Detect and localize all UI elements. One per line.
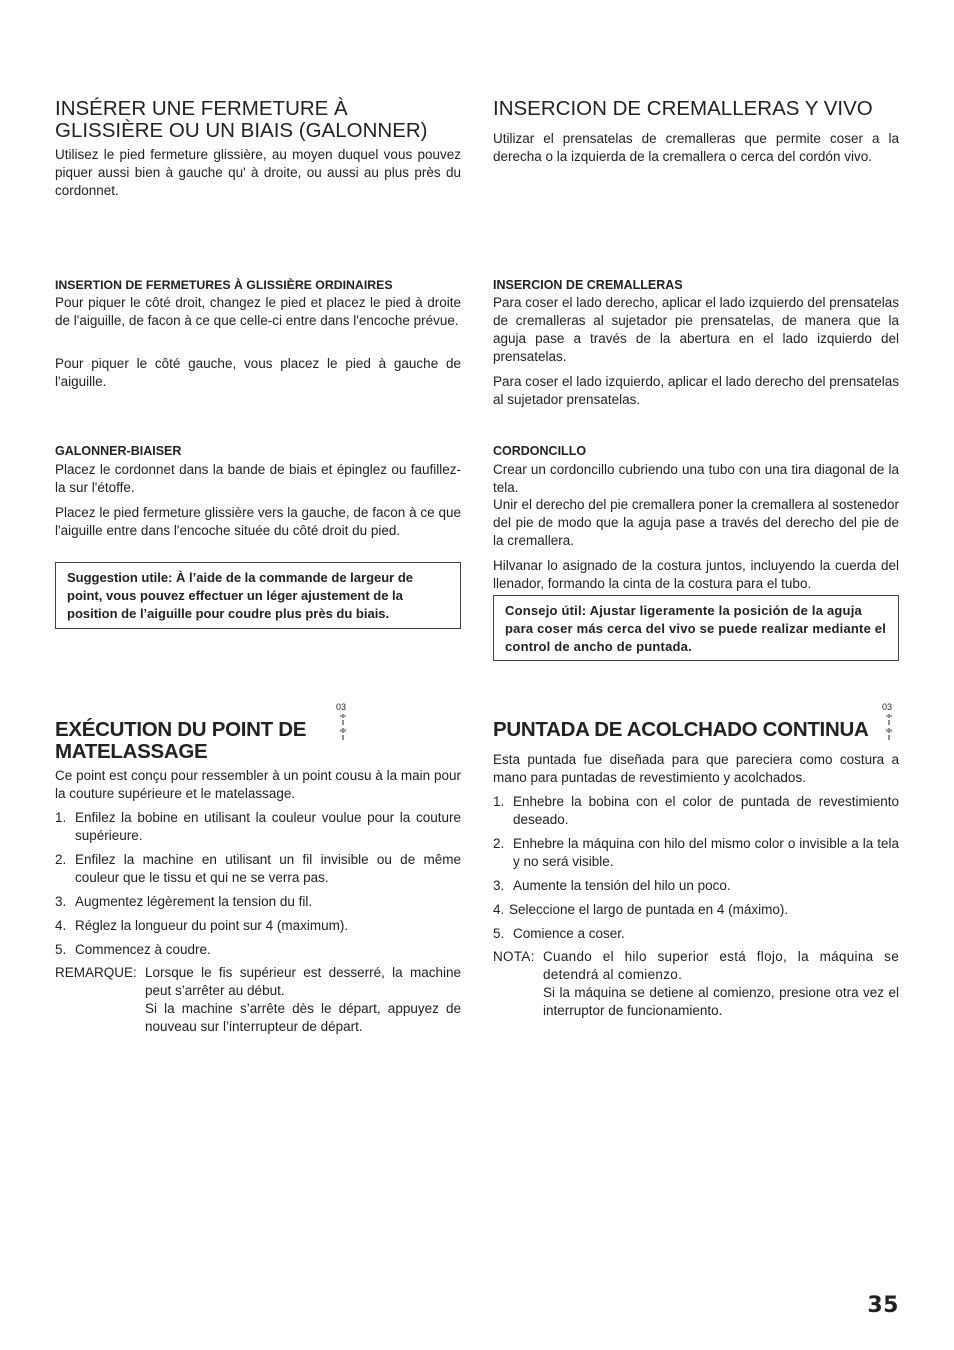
paragraph: Placez le pied fermeture glissière vers la gauche, de facon à ce que l'aiguille entre dans l'encoche située du côté droit du pied.: [55, 505, 461, 538]
note-text: Cuando el hilo superior está flojo, la máquina se detendrá al comienzo.: [543, 949, 899, 982]
note-block: [55, 964, 461, 1036]
list-item: 5. Commencez à coudre.: [55, 942, 211, 957]
list-item: 2. Enfilez la machine en utilisant un fil invisible ou de même couleur que le tissu et qui ne se verra pas.: [55, 852, 461, 885]
steps-list: [55, 809, 461, 965]
paragraph: Placez le cordonnet dans la bande de biais et épinglez ou faufillez-la sur l'étoffe.: [55, 462, 461, 495]
note-block: [493, 948, 899, 1020]
paragraph: Para coser el lado derecho, aplicar el lado izquierdo del prensatelas de cremalleras al sujetador pie prensatelas, de manera que la aguja pase a través de la abertura en el lado izquierdo del prensatelas.: [493, 295, 899, 364]
note-text: Si la máquina se detiene al comienzo, presione otra vez el interruptor de funcionamiento.: [543, 985, 899, 1018]
list-item: 1. Enhebre la bobina con el color de puntada de revestimiento deseado.: [493, 794, 899, 827]
stitch-pattern-icon: 03: [882, 702, 893, 712]
steps-list: [493, 793, 899, 949]
intro-text: Esta puntada fue diseñada para que pareciera como costura a mano para puntadas de revestimiento y acolchados.: [493, 752, 899, 785]
intro-text: Ce point est conçu pour ressembler à un point cousu à la main pour la couture supérieure et le matelassage.: [55, 768, 461, 801]
paragraph: Unir el derecho del pie cremallera poner la cremallera al sostenedor del pie de modo que la aguja pase a través del derecho del pie de la cremallera.: [493, 497, 899, 548]
section-title-zipper-fr: INSÉRER UNE FERMETURE À GLISSIÈRE OU UN BIAIS (GALONNER): [55, 97, 428, 142]
subheading-ordinary-zipper: INSERTION DE FERMETURES À GLISSIÈRE ORDINAIRES: [55, 278, 393, 292]
section-title-quilting-es: PUNTADA DE ACOLCHADO CONTINUA: [493, 718, 869, 741]
tip-box: Suggestion utile: À l’aide de la commande de largeur de point, vous pouvez effectuer un léger ajustement de la position de l’aiguille pour coudre plus près du biais.: [55, 562, 461, 629]
list-item: 3. Augmentez légèrement la tension du fil.: [55, 894, 313, 909]
section-title-zipper-es: INSERCION DE CREMALLERAS Y VIVO: [493, 97, 873, 120]
note-label: NOTA:: [493, 949, 535, 964]
subheading-piping: GALONNER-BIAISER: [55, 444, 182, 458]
paragraph: Hilvanar lo asignado de la costura juntos, incluyendo la cuerda del llenador, formando la cinta de la costura para el tubo.: [493, 558, 899, 591]
list-item: 4. Réglez la longueur du point sur 4 (maximum).: [55, 918, 349, 933]
intro-text: Utilisez le pied fermeture glissière, au moyen duquel vous pouvez piquer aussi bien à gauche qu' à droite, ou aussi au plus près du cordonnet.: [55, 147, 461, 198]
note-text: Si la machine s’arrête dès le départ, appuyez de nouveau sur l’interrupteur de départ.: [145, 1001, 461, 1034]
note-text: Lorsque le fis supérieur est desserré, la machine peut s’arrêter au début.: [145, 965, 461, 998]
list-item: 2. Enhebre la máquina con hilo del mismo color o invisible a la tela y no será visible.: [493, 836, 899, 869]
list-item: 5. Comience a coser.: [493, 926, 625, 941]
paragraph: Pour piquer le côté droit, changez le pied et placez le pied à droite de l'aiguille, de facon à ce que celle-ci entre dans l'encoche prévue.: [55, 295, 461, 328]
tip-box: Consejo útil: Ajustar ligeramente la posición de la aguja para coser más cerca del vivo se puede realizar mediante el control de ancho de puntada.: [493, 595, 899, 661]
list-item: 1. Enfilez la bobine en utilisant la couleur voulue pour la couture supérieure.: [55, 810, 461, 843]
note-label: REMARQUE:: [55, 965, 137, 980]
subheading-zipper-insertion: INSERCION DE CREMALLERAS: [493, 278, 683, 292]
section-title-quilting-fr: EXÉCUTION DU POINT DE MATELASSAGE: [55, 718, 307, 763]
page-number: 35: [867, 1293, 899, 1318]
intro-text: Utilizar el prensatelas de cremalleras que permite coser a la derecha o la izquierda de la cremallera o cerca del cordón vivo.: [493, 131, 899, 164]
list-item: 4. Seleccione el largo de puntada en 4 (máximo).: [493, 902, 789, 917]
subheading-cording: CORDONCILLO: [493, 444, 587, 458]
paragraph: Pour piquer le côté gauche, vous placez le pied à gauche de l'aiguille.: [55, 356, 461, 389]
list-item: 3. Aumente la tensión del hilo un poco.: [493, 878, 731, 893]
paragraph: Para coser el lado izquierdo, aplicar el lado derecho del prensatelas al sujetador prensatelas.: [493, 374, 899, 407]
paragraph: Crear un cordoncillo cubriendo una tubo con una tira diagonal de la tela.: [493, 462, 899, 495]
stitch-pattern-icon: 03: [336, 702, 347, 712]
